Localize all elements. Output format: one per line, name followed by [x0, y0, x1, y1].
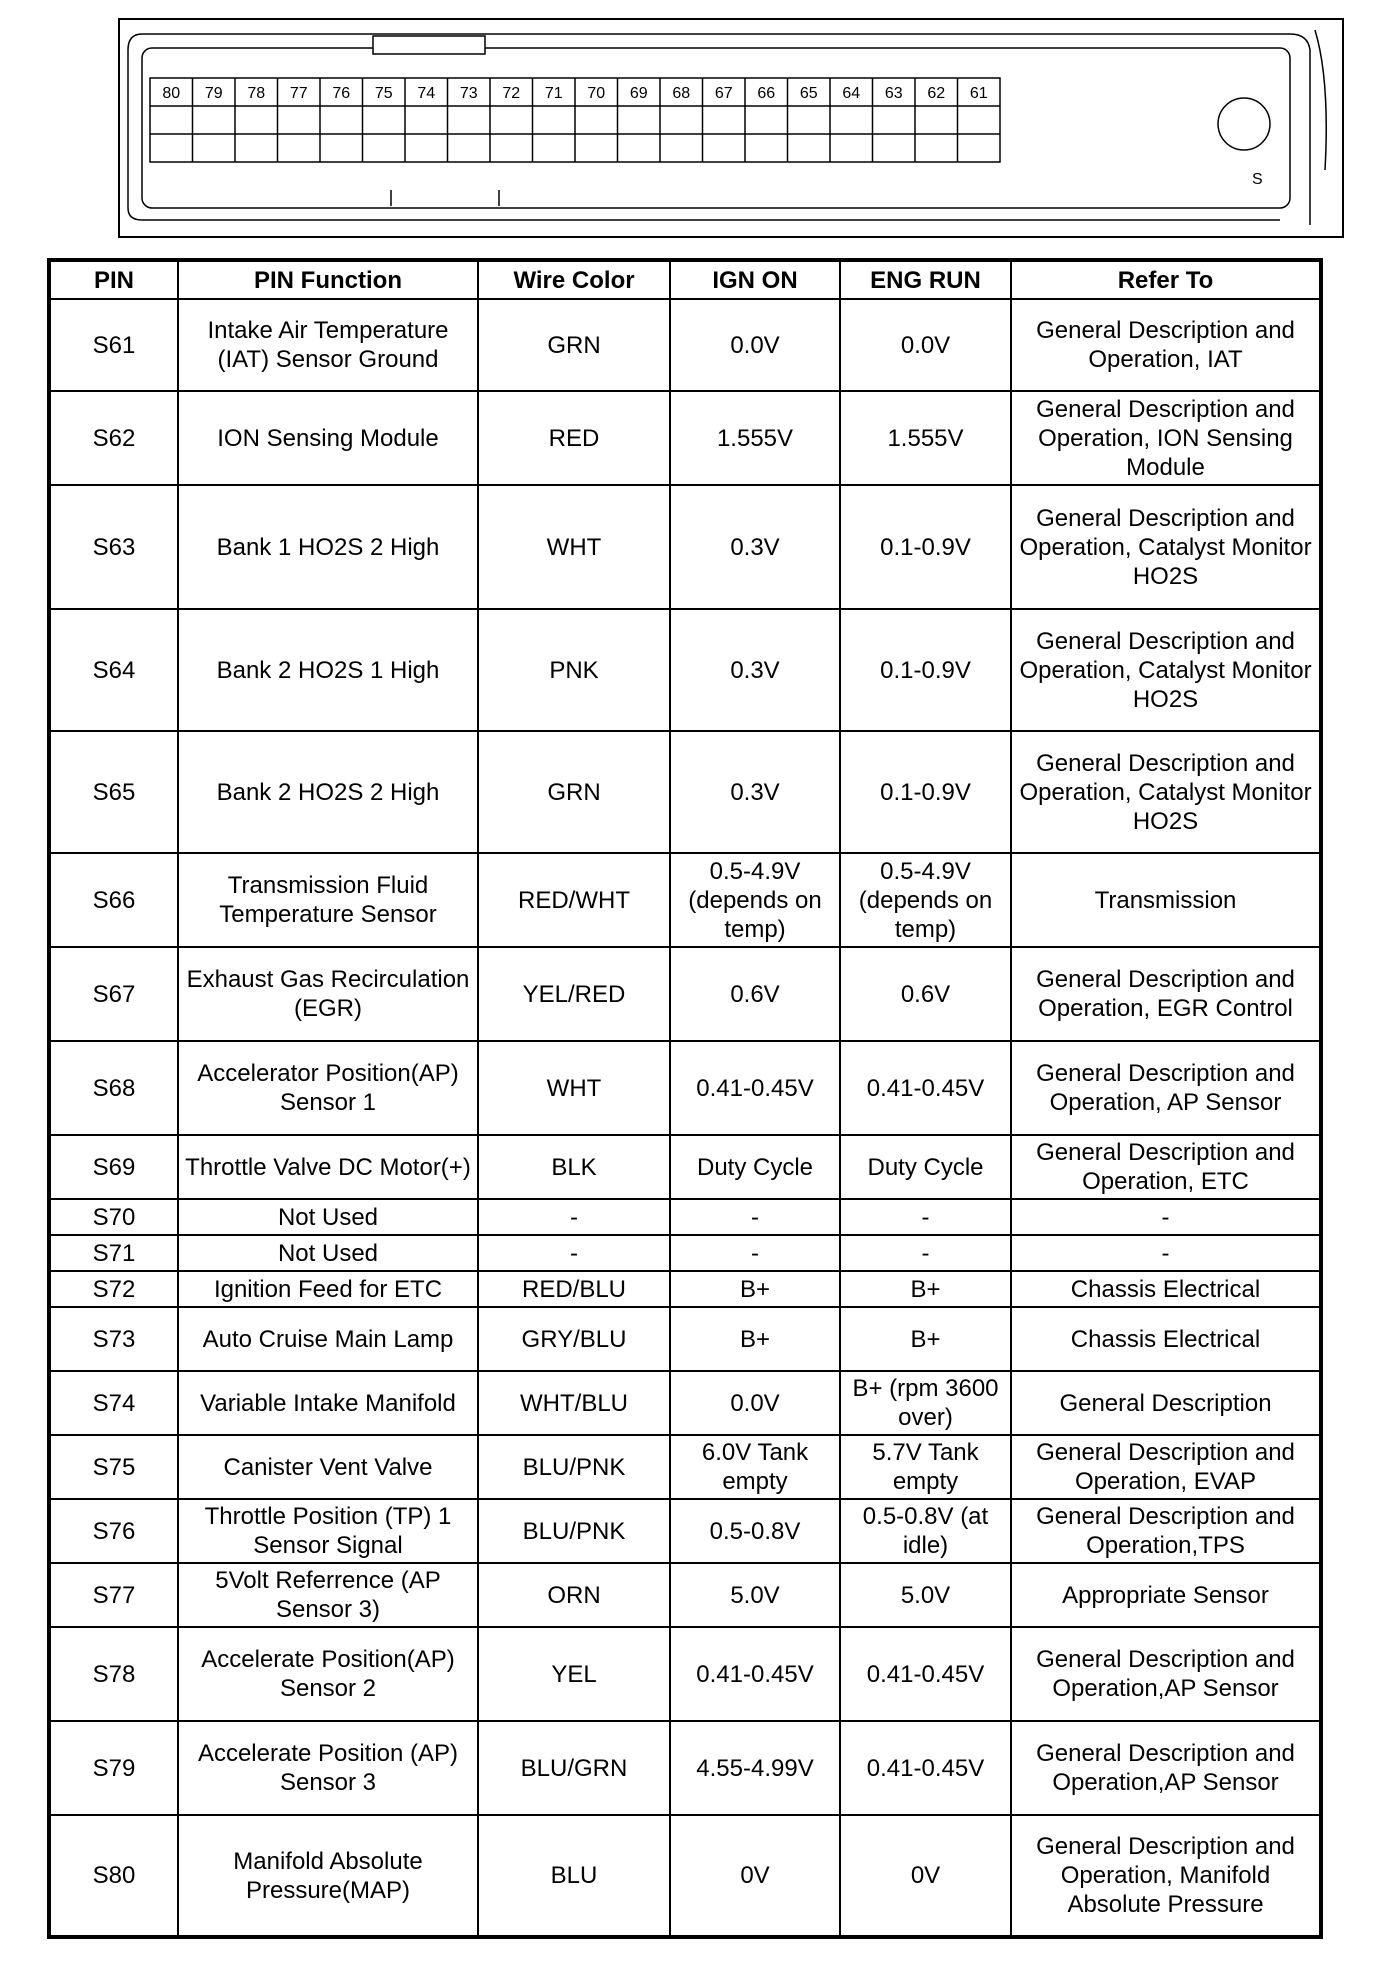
- ign-on-cell: -: [670, 1235, 840, 1271]
- refer-to-cell: General Description and Operation, EVAP: [1011, 1435, 1321, 1499]
- pin-cell: S75: [49, 1435, 178, 1499]
- wire-color-cell: YEL/RED: [478, 947, 670, 1041]
- pin-cell: S69: [49, 1135, 178, 1199]
- eng-run-cell: 0.1-0.9V: [840, 731, 1011, 853]
- pin-cell: S65: [49, 731, 178, 853]
- function-cell: Accelerate Position(AP) Sensor 2: [178, 1627, 478, 1721]
- ign-on-cell: 0.0V: [670, 1371, 840, 1435]
- wire-color-cell: GRY/BLU: [478, 1307, 670, 1371]
- pin-cell: S77: [49, 1563, 178, 1627]
- refer-to-cell: -: [1011, 1199, 1321, 1235]
- pin-cell: S76: [49, 1499, 178, 1563]
- function-cell: Bank 2 HO2S 1 High: [178, 609, 478, 731]
- pin-number-62: 62: [927, 85, 946, 102]
- wire-color-cell: GRN: [478, 731, 670, 853]
- refer-to-cell: General Description and Operation, ION Sensing Module: [1011, 391, 1321, 485]
- wire-color-cell: BLU/PNK: [478, 1499, 670, 1563]
- ign-on-cell: 1.555V: [670, 391, 840, 485]
- function-cell: Not Used: [178, 1199, 478, 1235]
- eng-run-cell: 0.1-0.9V: [840, 485, 1011, 609]
- table-body: [49, 299, 1321, 1937]
- ign-on-cell: 0.3V: [670, 609, 840, 731]
- pin-number-63: 63: [884, 85, 903, 102]
- eng-run-cell: 0.5-0.8V (at idle): [840, 1499, 1011, 1563]
- ign-on-cell: Duty Cycle: [670, 1135, 840, 1199]
- ign-on-cell: 0.3V: [670, 485, 840, 609]
- function-cell: Not Used: [178, 1235, 478, 1271]
- wire-color-cell: BLK: [478, 1135, 670, 1199]
- table-row: [49, 1563, 1321, 1627]
- table-header-row: [49, 260, 1321, 299]
- wire-color-cell: BLU/GRN: [478, 1721, 670, 1815]
- table-row: [49, 609, 1321, 731]
- pin-number-68: 68: [672, 85, 691, 102]
- header-pin: PIN: [49, 260, 178, 299]
- function-cell: Bank 2 HO2S 2 High: [178, 731, 478, 853]
- connector-side-label: S: [1252, 171, 1263, 188]
- pin-number-74: 74: [417, 85, 436, 102]
- refer-to-cell: Chassis Electrical: [1011, 1271, 1321, 1307]
- ign-on-cell: B+: [670, 1307, 840, 1371]
- pin-number-71: 71: [544, 85, 563, 102]
- function-cell: Transmission Fluid Temperature Sensor: [178, 853, 478, 947]
- wire-color-cell: RED/WHT: [478, 853, 670, 947]
- table-row: [49, 1721, 1321, 1815]
- function-cell: 5Volt Referrence (AP Sensor 3): [178, 1563, 478, 1627]
- ign-on-cell: 5.0V: [670, 1563, 840, 1627]
- eng-run-cell: 0.41-0.45V: [840, 1721, 1011, 1815]
- pin-number-69: 69: [629, 85, 648, 102]
- eng-run-cell: 0.5-4.9V (depends on temp): [840, 853, 1011, 947]
- function-cell: Ignition Feed for ETC: [178, 1271, 478, 1307]
- pin-number-73: 73: [459, 85, 478, 102]
- connector-diagram: [118, 18, 1344, 238]
- table-row: [49, 853, 1321, 947]
- ign-on-cell: 0.3V: [670, 731, 840, 853]
- pin-number-72: 72: [502, 85, 521, 102]
- pin-cell: S63: [49, 485, 178, 609]
- ign-on-cell: 0V: [670, 1815, 840, 1937]
- wire-color-cell: YEL: [478, 1627, 670, 1721]
- header-ign-on: IGN ON: [670, 260, 840, 299]
- pin-cell: S72: [49, 1271, 178, 1307]
- ign-on-cell: 6.0V Tank empty: [670, 1435, 840, 1499]
- table-row: [49, 947, 1321, 1041]
- refer-to-cell: General Description and Operation, Catalyst Monitor HO2S: [1011, 609, 1321, 731]
- pin-number-80: 80: [162, 85, 181, 102]
- header-pin-function: PIN Function: [178, 260, 478, 299]
- ign-on-cell: 0.0V: [670, 299, 840, 391]
- eng-run-cell: B+ (rpm 3600 over): [840, 1371, 1011, 1435]
- table-row: [49, 1307, 1321, 1371]
- eng-run-cell: 0.1-0.9V: [840, 609, 1011, 731]
- pin-cell: S80: [49, 1815, 178, 1937]
- wire-color-cell: -: [478, 1199, 670, 1235]
- eng-run-cell: 0.0V: [840, 299, 1011, 391]
- pin-number-61: 61: [969, 85, 988, 102]
- pin-number-66: 66: [757, 85, 776, 102]
- table-row: [49, 391, 1321, 485]
- refer-to-cell: General Description and Operation, Catalyst Monitor HO2S: [1011, 731, 1321, 853]
- table-row: [49, 1435, 1321, 1499]
- function-cell: Accelerate Position (AP) Sensor 3: [178, 1721, 478, 1815]
- pin-number-70: 70: [587, 85, 606, 102]
- wire-color-cell: RED: [478, 391, 670, 485]
- refer-to-cell: General Description and Operation, Manifold Absolute Pressure: [1011, 1815, 1321, 1937]
- pin-cell: S73: [49, 1307, 178, 1371]
- refer-to-cell: General Description and Operation, IAT: [1011, 299, 1321, 391]
- pin-number-64: 64: [842, 85, 861, 102]
- pin-cell: S66: [49, 853, 178, 947]
- eng-run-cell: 0V: [840, 1815, 1011, 1937]
- wire-color-cell: ORN: [478, 1563, 670, 1627]
- wire-color-cell: WHT/BLU: [478, 1371, 670, 1435]
- pin-cell: S79: [49, 1721, 178, 1815]
- pin-number-79: 79: [204, 85, 223, 102]
- pin-number-77: 77: [289, 85, 308, 102]
- table-row: [49, 1499, 1321, 1563]
- ign-on-cell: 0.5-4.9V (depends on temp): [670, 853, 840, 947]
- table-row: [49, 299, 1321, 391]
- refer-to-cell: General Description: [1011, 1371, 1321, 1435]
- refer-to-cell: -: [1011, 1235, 1321, 1271]
- pin-cell: S71: [49, 1235, 178, 1271]
- ign-on-cell: 4.55-4.99V: [670, 1721, 840, 1815]
- ign-on-cell: B+: [670, 1271, 840, 1307]
- pin-table: [47, 258, 1323, 1939]
- table-row: [49, 1371, 1321, 1435]
- eng-run-cell: 5.7V Tank empty: [840, 1435, 1011, 1499]
- wire-color-cell: BLU/PNK: [478, 1435, 670, 1499]
- function-cell: Exhaust Gas Recirculation (EGR): [178, 947, 478, 1041]
- table-row: [49, 1199, 1321, 1235]
- eng-run-cell: 5.0V: [840, 1563, 1011, 1627]
- function-cell: Intake Air Temperature (IAT) Sensor Ground: [178, 299, 478, 391]
- ign-on-cell: -: [670, 1199, 840, 1235]
- wire-color-cell: -: [478, 1235, 670, 1271]
- eng-run-cell: -: [840, 1199, 1011, 1235]
- wire-color-cell: GRN: [478, 299, 670, 391]
- pin-cell: S74: [49, 1371, 178, 1435]
- eng-run-cell: B+: [840, 1307, 1011, 1371]
- header-wire-color: Wire Color: [478, 260, 670, 299]
- function-cell: Bank 1 HO2S 2 High: [178, 485, 478, 609]
- header-refer-to: Refer To: [1011, 260, 1321, 299]
- table-row: [49, 1041, 1321, 1135]
- refer-to-cell: General Description and Operation,TPS: [1011, 1499, 1321, 1563]
- refer-to-cell: General Description and Operation, AP Sensor: [1011, 1041, 1321, 1135]
- eng-run-cell: 0.41-0.45V: [840, 1627, 1011, 1721]
- refer-to-cell: General Description and Operation, Catalyst Monitor HO2S: [1011, 485, 1321, 609]
- function-cell: Variable Intake Manifold: [178, 1371, 478, 1435]
- function-cell: Manifold Absolute Pressure(MAP): [178, 1815, 478, 1937]
- refer-to-cell: Transmission: [1011, 853, 1321, 947]
- table-row: [49, 1815, 1321, 1937]
- ign-on-cell: 0.6V: [670, 947, 840, 1041]
- wire-color-cell: WHT: [478, 485, 670, 609]
- refer-to-cell: General Description and Operation, ETC: [1011, 1135, 1321, 1199]
- connector-drawing: [120, 20, 1342, 236]
- table-row: [49, 1627, 1321, 1721]
- pin-cell: S70: [49, 1199, 178, 1235]
- wire-color-cell: BLU: [478, 1815, 670, 1937]
- refer-to-cell: Chassis Electrical: [1011, 1307, 1321, 1371]
- pin-cell: S78: [49, 1627, 178, 1721]
- pin-cell: S67: [49, 947, 178, 1041]
- refer-to-cell: Appropriate Sensor: [1011, 1563, 1321, 1627]
- pin-number-75: 75: [374, 85, 393, 102]
- refer-to-cell: General Description and Operation,AP Sensor: [1011, 1627, 1321, 1721]
- pin-cell: S64: [49, 609, 178, 731]
- table-row: [49, 731, 1321, 853]
- eng-run-cell: 0.6V: [840, 947, 1011, 1041]
- table-row: [49, 1235, 1321, 1271]
- function-cell: Throttle Position (TP) 1 Sensor Signal: [178, 1499, 478, 1563]
- function-cell: Accelerator Position(AP) Sensor 1: [178, 1041, 478, 1135]
- function-cell: Auto Cruise Main Lamp: [178, 1307, 478, 1371]
- pin-number-65: 65: [799, 85, 818, 102]
- function-cell: Throttle Valve DC Motor(+): [178, 1135, 478, 1199]
- pin-number-76: 76: [332, 85, 351, 102]
- wire-color-cell: PNK: [478, 609, 670, 731]
- function-cell: Canister Vent Valve: [178, 1435, 478, 1499]
- table-row: [49, 1135, 1321, 1199]
- wire-color-cell: WHT: [478, 1041, 670, 1135]
- eng-run-cell: -: [840, 1235, 1011, 1271]
- ign-on-cell: 0.5-0.8V: [670, 1499, 840, 1563]
- ign-on-cell: 0.41-0.45V: [670, 1627, 840, 1721]
- pin-number-78: 78: [247, 85, 266, 102]
- pin-number-67: 67: [714, 85, 733, 102]
- refer-to-cell: General Description and Operation,AP Sensor: [1011, 1721, 1321, 1815]
- eng-run-cell: Duty Cycle: [840, 1135, 1011, 1199]
- ign-on-cell: 0.41-0.45V: [670, 1041, 840, 1135]
- pin-cell: S61: [49, 299, 178, 391]
- table-row: [49, 1271, 1321, 1307]
- wire-color-cell: RED/BLU: [478, 1271, 670, 1307]
- eng-run-cell: 0.41-0.45V: [840, 1041, 1011, 1135]
- function-cell: ION Sensing Module: [178, 391, 478, 485]
- eng-run-cell: B+: [840, 1271, 1011, 1307]
- pin-cell: S62: [49, 391, 178, 485]
- pin-grid: [150, 78, 1000, 162]
- refer-to-cell: General Description and Operation, EGR Control: [1011, 947, 1321, 1041]
- pin-cell: S68: [49, 1041, 178, 1135]
- header-eng-run: ENG RUN: [840, 260, 1011, 299]
- table-row: [49, 485, 1321, 609]
- eng-run-cell: 1.555V: [840, 391, 1011, 485]
